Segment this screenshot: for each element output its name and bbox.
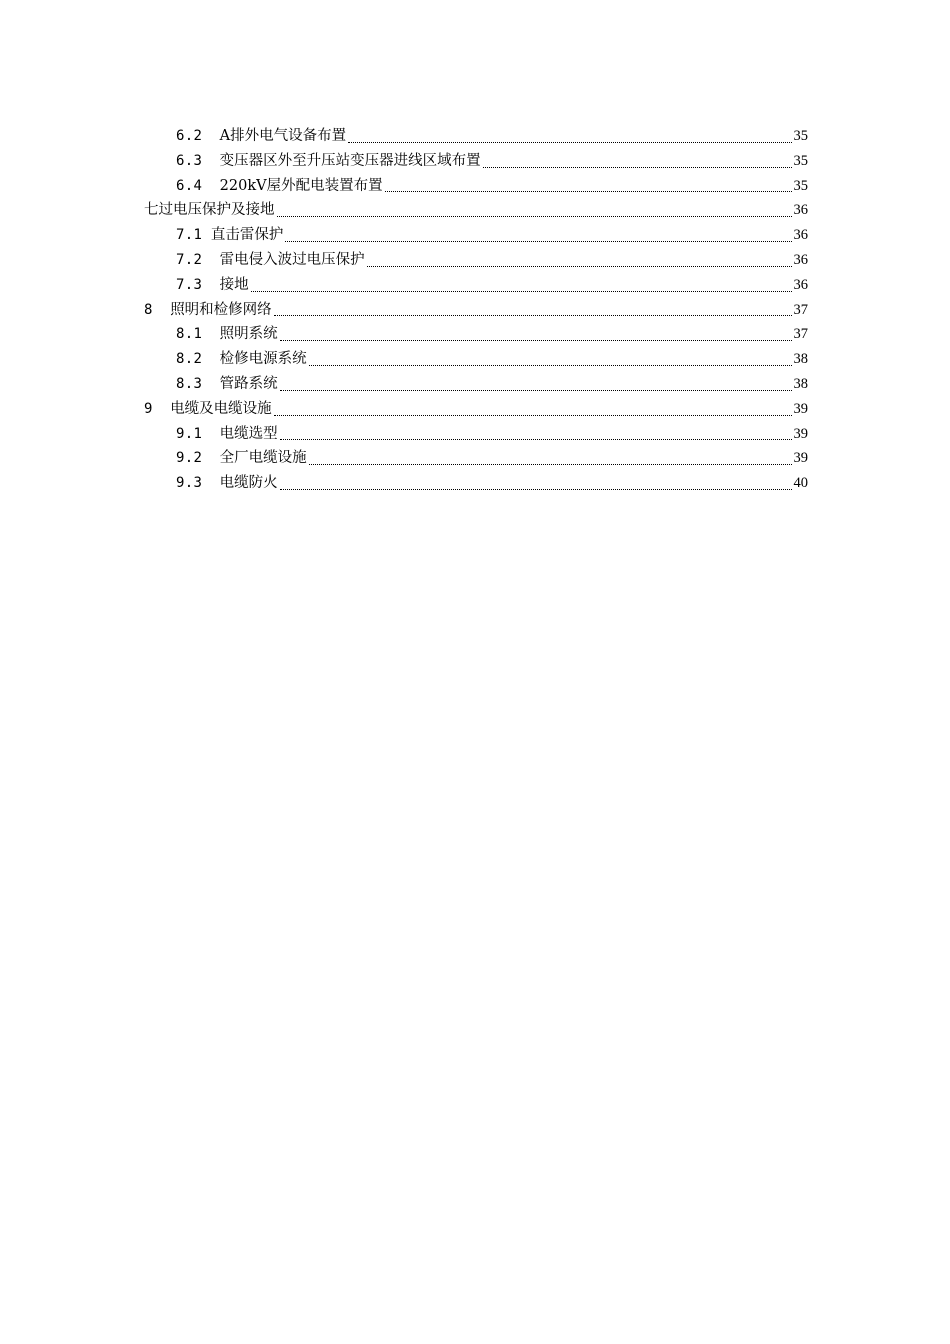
toc-entry-title: 全厂电缆设施 [219,450,307,467]
toc-entry-title: 七过电压保护及接地 [144,202,275,219]
toc-entry-9-3[interactable] [176,471,808,496]
toc-leader-dots [280,390,792,391]
toc-entry-title: 变压器区外至升压站变压器进线区域布置 [219,152,481,169]
toc-entry-title: 照明系统 [219,326,278,343]
toc-leader-dots [280,439,792,440]
toc-entry-7-3[interactable] [176,273,808,298]
toc-entry-page: 37 [793,301,808,318]
toc-entry-7-2[interactable] [176,248,808,273]
toc-entry-8-1[interactable] [176,322,808,347]
toc-entry-number: 6.4 [176,177,220,194]
toc-entry-title: 雷电侵入波过电压保护 [219,251,365,268]
toc-entry-title: 电缆防火 [219,475,278,492]
toc-entry-page: 40 [793,475,808,492]
toc-entry-number: 6.2 [176,128,220,144]
toc-leader-dots [285,241,791,242]
toc-entry-page: 36 [793,227,808,244]
toc-entry-page: 38 [793,351,808,368]
toc-entry-page: 39 [793,450,808,467]
toc-entry-title: 直击雷保护 [210,227,284,244]
toc-entry-title: A排外电气设备布置 [219,128,347,144]
toc-entry-title: 照明和检修网络 [170,301,272,318]
toc-leader-dots [277,216,792,217]
toc-entry-title: 电缆选型 [219,425,278,442]
toc-entry-page: 35 [793,128,808,144]
toc-leader-dots [309,464,792,465]
toc-entry-number: 9.3 [176,475,220,492]
toc-entry-9[interactable] [144,397,808,422]
toc-entry-9-1[interactable] [176,422,808,447]
toc-leader-dots [251,291,792,292]
toc-leader-dots [274,415,792,416]
toc-entry-page: 36 [793,276,808,293]
toc-entry-title: 管路系统 [219,375,278,392]
toc-entry-9-2[interactable] [176,446,808,471]
toc-entry-number: 7.1 [176,227,211,244]
toc-entry-8-2[interactable] [176,347,808,372]
toc-leader-dots [274,315,792,316]
toc-entry-page: 35 [793,177,808,194]
toc-leader-dots [280,489,792,490]
toc-entry-7-1[interactable] [176,223,808,248]
toc-entry-8[interactable] [144,298,808,323]
toc-entry-number: 9.2 [176,450,220,467]
toc-entry-number: 9 [144,400,171,417]
toc-leader-dots [309,365,792,366]
toc-leader-dots [348,142,791,143]
toc-entry-number: 6.3 [176,152,220,169]
toc-entry-page: 36 [793,251,808,268]
toc-entry-number: 9.1 [176,425,220,442]
toc-entry-6-2[interactable] [176,124,808,149]
toc-entry-page: 39 [793,400,808,417]
toc-entry-page: 38 [793,375,808,392]
toc-leader-dots [280,340,792,341]
toc-entry-title: 电缆及电缆设施 [170,400,272,417]
toc-entry-number: 8.3 [176,375,220,392]
toc-entry-number: 8 [144,301,171,318]
toc-entry-page: 37 [793,326,808,343]
toc-entry-7[interactable] [144,198,808,223]
toc-entry-page: 35 [793,152,808,169]
toc-entry-title: 检修电源系统 [219,351,307,368]
toc-entry-number: 8.1 [176,326,220,343]
toc-entry-number: 8.2 [176,351,220,368]
toc-leader-dots [367,266,792,267]
toc-entry-page: 36 [793,202,808,219]
toc-entry-6-3[interactable] [176,149,808,174]
toc-entry-page: 39 [793,425,808,442]
toc-entry-number: 7.2 [176,251,220,268]
toc-leader-dots [483,167,792,168]
toc-entry-6-4[interactable] [176,174,808,199]
toc-entry-title: 接地 [219,276,249,293]
toc-entry-number: 7.3 [176,276,220,293]
toc-entry-title: 220kV屋外配电装置布置 [219,177,383,194]
table-of-contents [0,124,950,496]
toc-leader-dots [385,191,792,192]
toc-entry-8-3[interactable] [176,372,808,397]
